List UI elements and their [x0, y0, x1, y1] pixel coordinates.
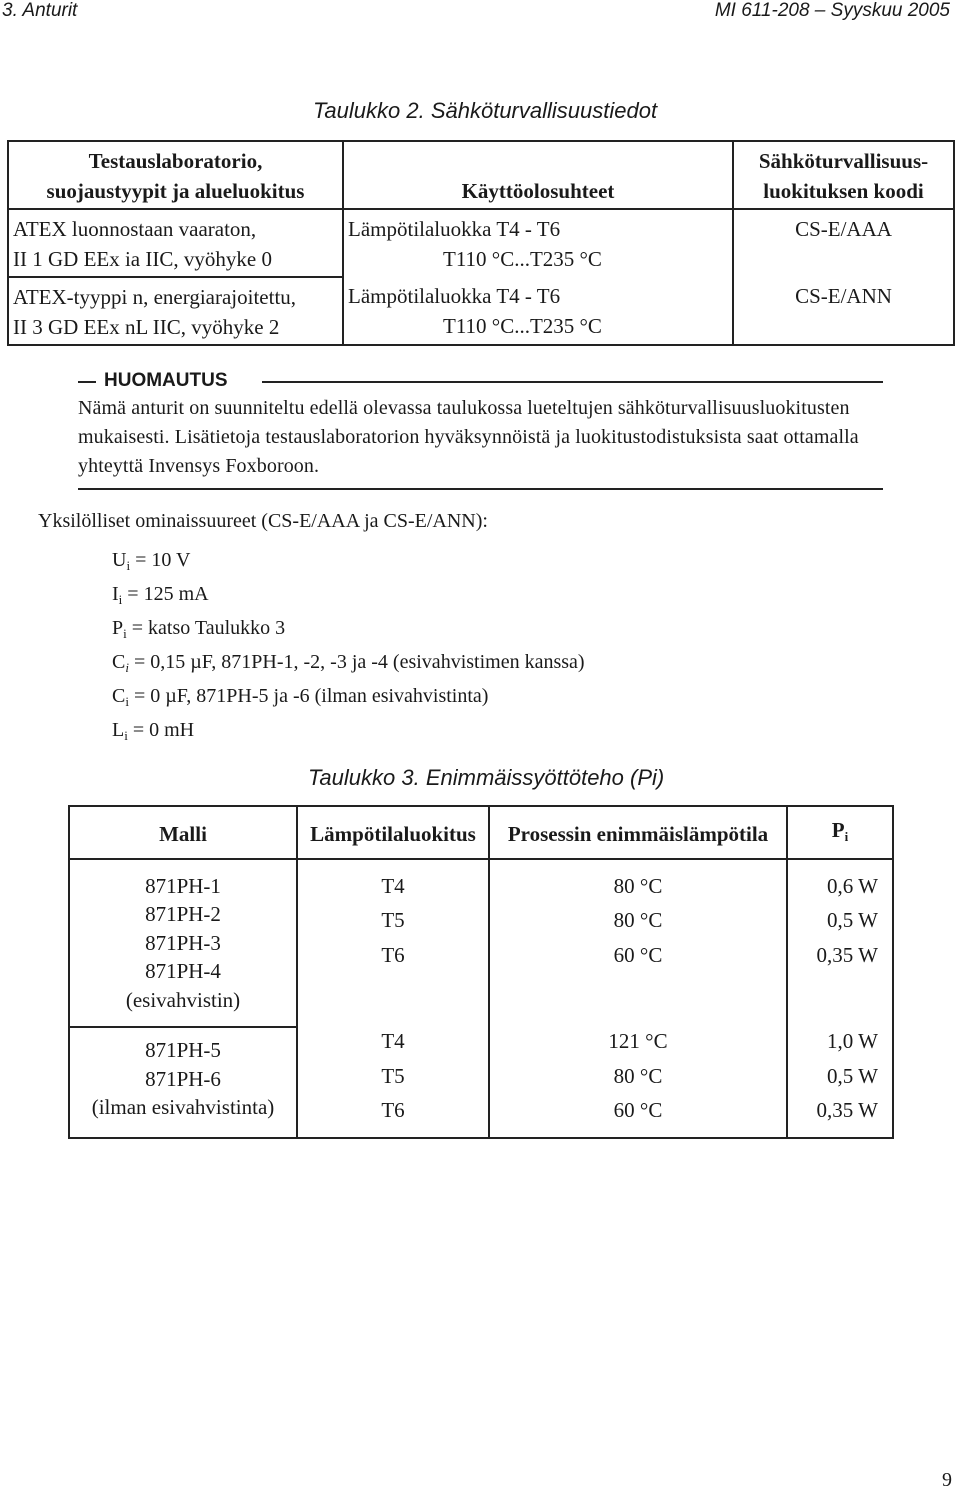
cell-classification — [8, 277, 343, 345]
param-subscript: i — [123, 626, 127, 641]
header-conditions-text: Käyttöolosuhteet — [461, 179, 615, 203]
safety-table — [7, 140, 955, 346]
temp-class: T5 — [381, 1063, 405, 1088]
param-subscript: i — [118, 592, 123, 607]
temp-class: T6 — [381, 1098, 405, 1122]
header-process-temp: Prosessin enimmäislämpötila — [489, 806, 787, 859]
power-group-2 — [787, 1027, 893, 1138]
cell-classification — [8, 209, 343, 277]
param-value: = 0 mH — [127, 719, 195, 741]
header-temp-class: Lämpötilaluokitus — [297, 806, 489, 859]
header-model: Malli — [69, 806, 297, 859]
temp-class-group-1 — [297, 859, 489, 1028]
model-note: (ilman esivahvistinta) — [91, 1095, 275, 1119]
cell-text: ATEX-tyyppi n, energiarajoitettu, — [13, 285, 297, 309]
param-subscript: i — [124, 728, 128, 743]
process-temp: 60 °C — [613, 942, 663, 967]
process-temp: 80 °C — [613, 908, 663, 932]
cell-code: CS-E/AAA — [733, 209, 954, 277]
param-line-ui — [112, 546, 585, 580]
table-row — [8, 209, 954, 277]
param-symbol: U — [112, 549, 127, 571]
cell-conditions — [343, 209, 733, 277]
param-symbol: C — [112, 651, 126, 673]
param-line-li — [112, 716, 585, 750]
max-power-table — [68, 805, 894, 1139]
power-value: 0,6 W — [827, 873, 878, 898]
param-value: = katso Taulukko 3 — [126, 617, 286, 639]
header-left: 3. Anturit — [2, 0, 78, 21]
process-temp: 80 °C — [613, 873, 663, 898]
param-value: = 10 V — [130, 549, 191, 571]
model-group-1 — [69, 859, 297, 1028]
param-value: = 0,15 µF, 871PH-1, -2, -3 ja -4 (esivahvistimen kanssa) — [128, 651, 585, 673]
table3-caption: Taulukko 3. Enimmäissyöttöteho (Pi) — [308, 765, 665, 790]
table-header-row — [8, 141, 954, 209]
param-subscript: i — [125, 660, 129, 675]
cell-text: T110 °C...T235 °C — [443, 247, 602, 271]
temp-class: T6 — [381, 942, 405, 967]
note-text: Nämä anturit on suunniteltu edellä olevassa taulukossa lueteltujen sähköturvallisuusluokitusten mukaisesti. Lisätietoja testauslaboratorion hyväksynnöistä ja luokitustodistuksista saat ottamalla yhteyttä Invensys Foxboroon. — [78, 397, 859, 477]
param-line-ii — [112, 580, 585, 614]
param-subscript: i — [125, 694, 129, 709]
table-row — [69, 859, 893, 1028]
power-value: 0,5 W — [827, 1063, 878, 1088]
param-subscript: i — [126, 558, 131, 573]
temp-class: T5 — [381, 908, 405, 932]
cell-text: T110 °C...T235 °C — [443, 314, 602, 338]
model-name: 871PH-3 — [145, 930, 221, 955]
header-code-line2: luokituksen koodi — [763, 179, 924, 203]
cell-text: Lämpötilaluokka T4 - T6 — [348, 284, 561, 308]
model-group-2 — [69, 1027, 297, 1138]
cell-text: Lämpötilaluokka T4 - T6 — [348, 217, 561, 241]
param-value: = 125 mA — [122, 583, 209, 605]
process-temp-group-2 — [489, 1027, 787, 1138]
note-rule-right — [262, 381, 883, 383]
note-title: HUOMAUTUS — [104, 370, 228, 391]
model-name: 871PH-1 — [145, 873, 221, 898]
table2-caption: Taulukko 2. Sähköturvallisuustiedot — [313, 98, 658, 123]
param-symbol: P — [112, 617, 124, 639]
process-temp-group-1 — [489, 859, 787, 1028]
param-line-ci-1 — [112, 648, 585, 682]
cell-text: II 3 GD EEx nL IIC, vyöhyke 2 — [13, 315, 280, 339]
params-list — [112, 546, 585, 750]
temp-class: T4 — [381, 873, 405, 898]
note-rule-left — [78, 381, 96, 383]
header-code-line1: Sähköturvallisuus- — [758, 149, 929, 173]
temp-class: T4 — [381, 1029, 405, 1053]
process-temp: 121 °C — [608, 1029, 668, 1053]
param-symbol: L — [112, 719, 125, 741]
note-rule-bottom — [78, 488, 883, 490]
param-value: = 0 µF, 871PH-5 ja -6 (ilman esivahvistinta) — [128, 685, 489, 707]
cell-text: ATEX luonnostaan vaaraton, — [13, 217, 257, 241]
model-name: 871PH-5 — [145, 1038, 221, 1062]
table-header-row — [69, 806, 893, 859]
cell-text: II 1 GD EEx ia IIC, vyöhyke 0 — [13, 247, 272, 271]
model-name: 871PH-6 — [145, 1066, 221, 1091]
param-symbol: C — [112, 685, 126, 707]
model-name: 871PH-4 — [145, 959, 221, 983]
header-power — [787, 806, 893, 859]
process-temp: 60 °C — [613, 1098, 663, 1122]
cell-conditions — [343, 277, 733, 345]
param-symbol: I — [112, 583, 119, 605]
power-group-1 — [787, 859, 893, 1028]
power-value: 1,0 W — [827, 1029, 878, 1053]
page-number: 9 — [942, 1469, 952, 1491]
header-laboratory-line2: suojaustyypit ja alueluokitus — [46, 179, 305, 203]
params-intro: Yksilölliset ominaissuureet (CS-E/AAA ja CS-E/ANN): — [38, 510, 488, 532]
header-power-subscript: i — [844, 829, 849, 844]
model-note: (esivahvistin) — [125, 987, 241, 1012]
process-temp: 80 °C — [613, 1063, 663, 1088]
header-code — [733, 141, 954, 209]
power-value: 0,35 W — [816, 1098, 878, 1122]
table-row — [69, 1027, 893, 1138]
param-line-ci-2 — [112, 682, 585, 716]
table-row — [8, 277, 954, 345]
temp-class-group-2 — [297, 1027, 489, 1138]
param-line-pi — [112, 614, 585, 648]
header-laboratory-line1: Testauslaboratorio, — [88, 149, 263, 173]
power-value: 0,35 W — [816, 942, 878, 967]
header-right: MI 611-208 – Syyskuu 2005 — [714, 0, 950, 21]
header-conditions — [343, 141, 733, 209]
model-name: 871PH-2 — [145, 902, 221, 926]
cell-code: CS-E/ANN — [733, 277, 954, 345]
header-power-symbol: P — [831, 818, 845, 842]
power-value: 0,5 W — [827, 908, 878, 932]
header-laboratory — [8, 141, 343, 209]
